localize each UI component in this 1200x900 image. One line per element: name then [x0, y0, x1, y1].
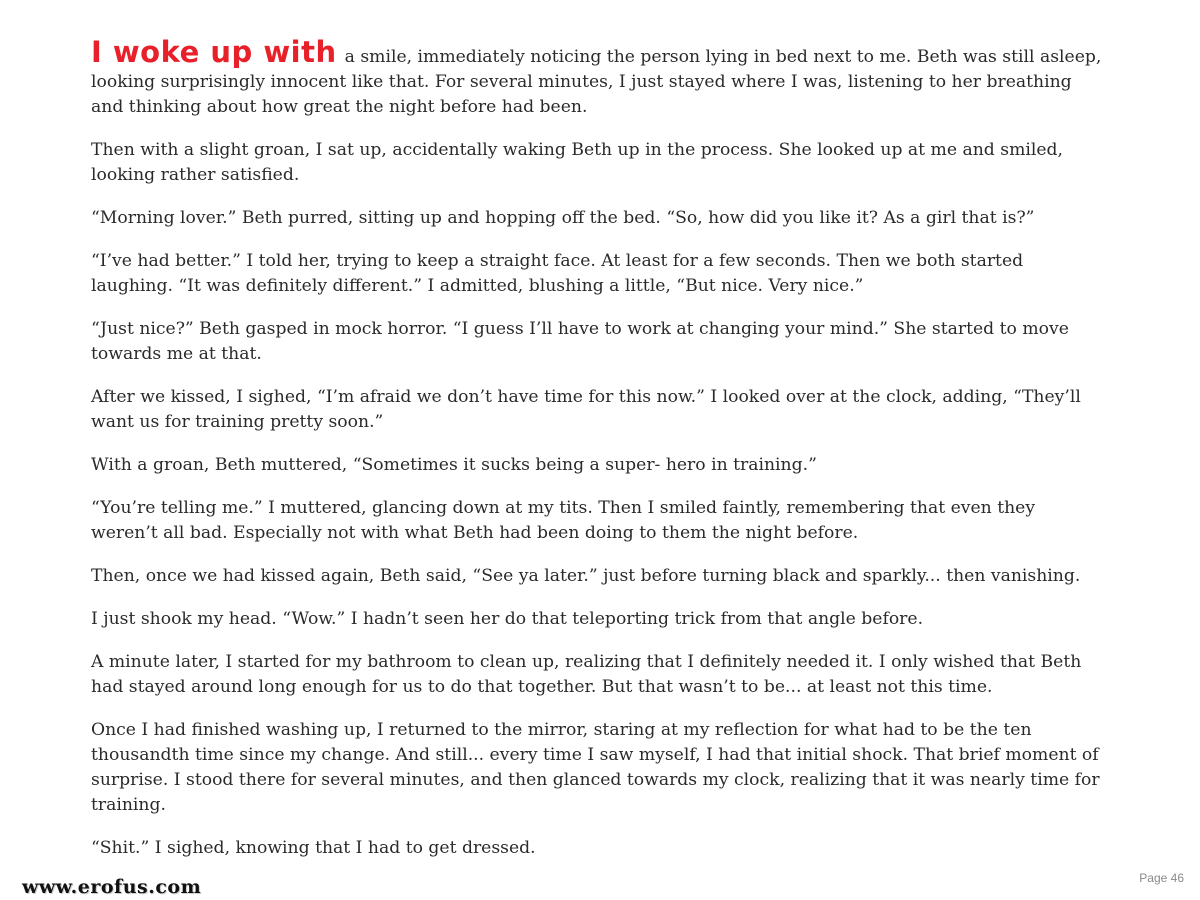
site-watermark: www.erofus.com — [18, 874, 205, 900]
paragraph-9: Then, once we had kissed again, Beth said, “See ya later.” just before turning black and sparkly... then vanishing. — [91, 566, 1081, 586]
paragraph-1 — [91, 35, 1103, 120]
paragraph-5: “Just nice?” Beth gasped in mock horror. “I guess I’ll have to work at changing your mind.” She started to move towards me at that. — [91, 319, 1069, 364]
paragraph-10: I just shook my head. “Wow.” I hadn’t seen her do that teleporting trick from that angle before. — [91, 609, 924, 629]
paragraph-3: “Morning lover.” Beth purred, sitting up and hopping off the bed. “So, how did you like it? As a girl that is?” — [91, 208, 1035, 228]
paragraph-12: Once I had finished washing up, I returned to the mirror, staring at my reflection for what had to be the ten thousandth time since my change. And still... every time I saw myself, I had that initial shock. That brief moment of surprise. I stood there for several minutes, and then glanced towards my clock, realizing that it was nearly time for training. — [91, 720, 1100, 815]
story-page — [91, 35, 1103, 879]
page-number: Page 46 — [1139, 871, 1184, 885]
opening-words: I woke up with — [91, 35, 337, 69]
paragraph-6: After we kissed, I sighed, “I’m afraid we don’t have time for this now.” I looked over at the clock, adding, “They’ll want us for training pretty soon.” — [91, 387, 1081, 432]
paragraph-13: “Shit.” I sighed, knowing that I had to get dressed. — [91, 838, 536, 858]
paragraph-7: With a groan, Beth muttered, “Sometimes it sucks being a super- hero in training.” — [91, 455, 817, 475]
paragraph-8: “You’re telling me.” I muttered, glancing down at my tits. Then I smiled faintly, remembering that even they weren’t all bad. Especially not with what Beth had been doing to them the night before. — [91, 498, 1036, 543]
paragraph-4: “I’ve had better.” I told her, trying to keep a straight face. At least for a few seconds. Then we both started laughing. “It was definitely different.” I admitted, blushing a little, “But nice. Very nice.” — [91, 251, 1024, 296]
paragraph-text: a smile, immediately noticing the person lying in bed next to me. Beth was still asleep, looking surprisingly innocent like that. For several minutes, I just stayed where I was, listening to her breathing and thinking about how great the night before had been. — [91, 47, 1102, 117]
paragraph-2: Then with a slight groan, I sat up, accidentally waking Beth up in the process. She looked up at me and smiled, looking rather satisfied. — [91, 140, 1064, 185]
paragraph-11: A minute later, I started for my bathroom to clean up, realizing that I definitely needed it. I only wished that Beth had stayed around long enough for us to do that together. But that wasn’t to be... at least not this time. — [91, 652, 1082, 697]
